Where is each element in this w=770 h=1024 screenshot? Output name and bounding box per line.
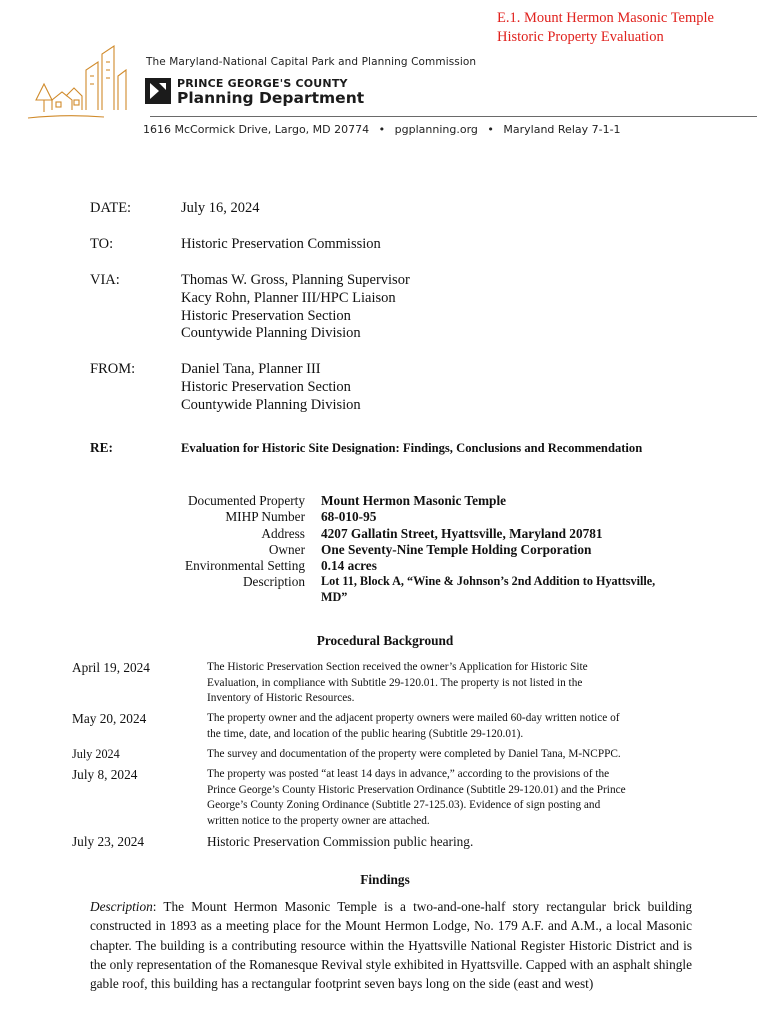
date-value: July 16, 2024 [181,200,260,216]
date-label: DATE: [90,200,132,216]
timeline-date: April 19, 2024 [72,660,150,675]
separator: • [378,123,386,136]
timeline-date: July 23, 2024 [72,834,145,849]
property-address: 4207 Gallatin Street, Hyattsville, Maryland 20781 [321,525,603,541]
corner-title-line-1: E.1. Mount Hermon Masonic Temple [497,10,714,26]
via-block [181,272,410,343]
findings-paragraph [90,897,692,993]
re-label: RE: [90,440,113,455]
property-values [321,493,691,605]
timeline-line: written notice to the property owner are attached. [207,814,430,827]
from-label: FROM: [90,361,136,377]
timeline-entry [207,711,687,742]
description-line: MD” [321,589,348,604]
relay-number: Maryland Relay 7-1-1 [503,123,621,136]
timeline-date: July 2024 [72,747,120,761]
timeline-line: The property was posted “at least 14 days in advance,” according to the provisions of the [207,768,610,780]
timeline-line: The Historic Preservation Section received the owner’s Application for Historic Site [207,661,588,673]
to-value: Historic Preservation Commission [181,236,381,252]
timeline-line: Historic Preservation Commission public hearing. [207,834,474,849]
mihp-number: 68-010-95 [321,509,377,525]
via-line: Thomas W. Gross, Planning Supervisor [181,272,410,288]
office-address: 1616 McCormick Drive, Largo, MD 20774 [143,123,370,136]
findings-text: : The Mount Hermon Masonic Temple is a two-and-one-half story rectangular brick building constructed in 1893 as a meeting place for the Mount Hermon Lodge, No. 179 A.F. and A.M., a local Masonic chapter. The building is a contributing resource within the Hyattsville National Register Historic District and is the only representation of the Romanesque Revival style exhibited in Hyattsville. Capped with an asphalt shingle gable roof, this building has a rectangular footprint seven bays long on the side (east and west) [90,899,692,992]
county-name: PRINCE GEORGE'S COUNTY [177,77,348,90]
via-label: VIA: [90,272,120,288]
timeline-line: The property owner and the adjacent property owners were mailed 60-day written notice of [207,712,620,724]
property-label: Documented Property [187,493,305,508]
letterhead-contact-line [143,123,621,136]
corner-title-line-2: Historic Property Evaluation [497,29,664,45]
commission-name: The Maryland-National Capital Park and Planning Commission [146,56,477,68]
from-line: Countywide Planning Division [181,396,361,413]
property-label: Address [261,525,305,541]
property-name: Mount Hermon Masonic Temple [321,493,507,508]
findings-lead: Description [90,899,153,914]
property-description [321,574,691,605]
timeline-line: the time, date, and location of the public hearing (Subtitle 29-120.01). [207,727,524,740]
procedural-heading: Procedural Background [316,633,454,648]
timeline-entry [207,660,687,707]
timeline-date: May 20, 2024 [72,711,147,726]
county-logo-mark-icon [145,78,171,104]
from-block [181,361,361,414]
description-line: Lot 11, Block A, “Wine & Johnson’s 2nd Addition to Hyattsville, [321,574,656,589]
timeline-line: Evaluation, in compliance with Subtitle 29-120.01. The property is not listed in the [207,676,583,689]
property-owner: One Seventy-Nine Temple Holding Corporation [321,541,592,557]
website-link[interactable]: pgplanning.org [394,123,478,136]
to-label: TO: [90,236,114,252]
from-line: Daniel Tana, Planner III [181,361,321,377]
timeline-entry [207,747,687,763]
re-subject: Evaluation for Historic Site Designation: Findings, Conclusions and Recommendation [181,441,643,455]
timeline-date: July 8, 2024 [72,767,138,782]
timeline-line: The survey and documentation of the property were completed by Daniel Tana, M-NCPPC. [207,748,621,760]
timeline-line: Prince George’s County Historic Preservation Ordinance (Subtitle 29-120.01) and the Prince [207,783,626,796]
via-line: Historic Preservation Section [181,307,351,324]
separator: • [487,123,494,136]
timeline-line: George’s County Zoning Ordinance (Subtitle 27-125.03). Evidence of sign posting and [207,799,601,811]
document-corner-title [497,9,714,47]
timeline-line: Inventory of Historic Resources. [207,692,355,704]
property-label: Description [242,574,305,590]
timeline-entry [207,834,687,850]
findings-heading: Findings [360,872,410,887]
property-label: Environmental Setting [184,558,305,574]
environmental-setting: 0.14 acres [321,558,377,574]
department-name: Planning Department [177,89,365,107]
property-label: MIHP Number [225,509,305,525]
header-rule [150,116,757,117]
timeline-entry [207,767,687,829]
property-label: Owner [268,541,305,557]
from-line: Historic Preservation Section [181,378,351,395]
via-line: Countywide Planning Division [181,325,361,342]
property-labels [185,493,305,591]
via-line: Kacy Rohn, Planner III/HPC Liaison [181,289,396,306]
skyline-logo-icon [26,40,152,120]
